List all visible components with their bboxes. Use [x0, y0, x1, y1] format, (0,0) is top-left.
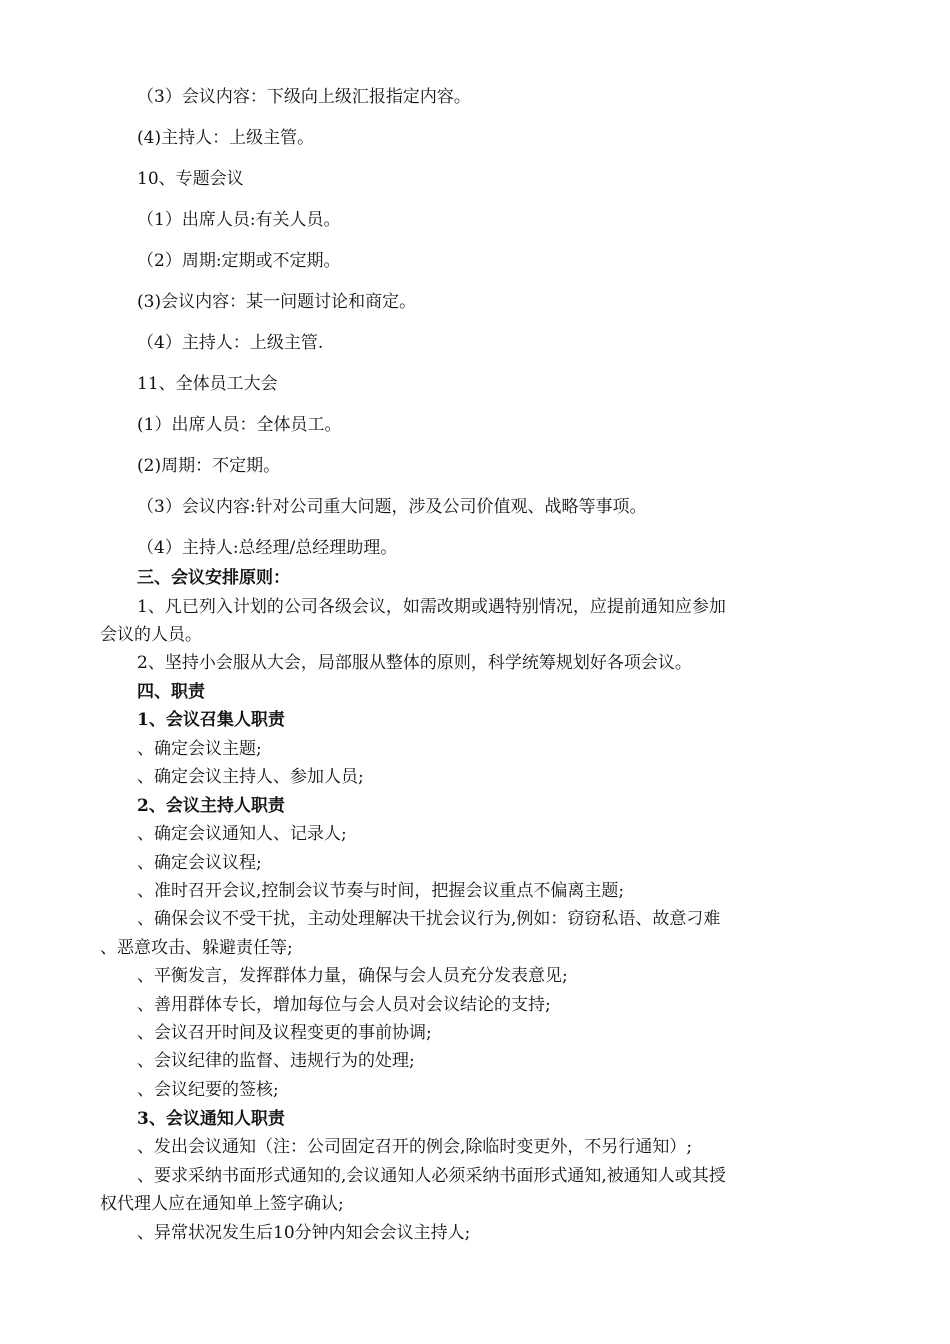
list-item: 、平衡发言，发挥群体力量，确保与会人员充分发表意见;	[137, 966, 568, 986]
subsection-title: 3、会议通知人职责	[137, 1109, 285, 1129]
text-line: 1、凡已列入计划的公司各级会议，如需改期或遇特别情况，应提前通知应参加	[137, 597, 726, 617]
section-heading: 11、全体员工大会	[137, 374, 278, 394]
text-line: (1）出席人员：全体员工。	[137, 415, 342, 435]
list-item: 、异常状况发生后10分钟内知会会议主持人;	[137, 1223, 471, 1243]
list-item: 、准时召开会议,控制会议节奏与时间，把握会议重点不偏离主题;	[137, 881, 625, 901]
text-line: （2）周期:定期或不定期。	[137, 251, 341, 271]
subsection-title: 2、会议主持人职责	[137, 796, 285, 816]
section-title-duties: 四、职责	[137, 682, 205, 702]
text-line: (3)会议内容：某一问题讨论和商定。	[137, 292, 417, 312]
text-line: （3）会议内容：下级向上级汇报指定内容。	[137, 87, 471, 107]
list-item: 、确保会议不受干扰，主动处理解决干扰会议行为,例如：窃窃私语、故意刁难	[137, 909, 721, 929]
section-title-arrangement: 三、会议安排原则：	[137, 568, 290, 588]
list-item: 、确定会议议程;	[137, 853, 262, 873]
list-item: 、会议纪要的签核;	[137, 1080, 279, 1100]
text-line: (2)周期：不定期。	[137, 456, 281, 476]
list-item: 、要求采纳书面形式通知的,会议通知人必须采纳书面形式通知,被通知人或其授	[137, 1166, 726, 1186]
subsection-title: 1、会议召集人职责	[137, 710, 285, 730]
list-item: 、善用群体专长，增加每位与会人员对会议结论的支持;	[137, 995, 551, 1015]
text-line: 2、坚持小会服从大会，局部服从整体的原则，科学统筹规划好各项会议。	[137, 653, 692, 673]
text-line: （1）出席人员:有关人员。	[137, 210, 341, 230]
list-item-continuation: 权代理人应在通知单上签字确认;	[100, 1194, 344, 1214]
text-line: （4）主持人:总经理/总经理助理。	[137, 538, 398, 558]
list-item: 、确定会议主持人、参加人员;	[137, 767, 364, 787]
text-line: （4）主持人：上级主管.	[137, 333, 324, 353]
list-item: 、确定会议主题;	[137, 739, 262, 759]
text-line: (4)主持人：上级主管。	[137, 128, 315, 148]
text-line: （3）会议内容:针对公司重大问题，涉及公司价值观、战略等事项。	[137, 497, 647, 517]
list-item: 、发出会议通知（注：公司固定召开的例会,除临时变更外，不另行通知）;	[137, 1137, 693, 1157]
section-heading: 10、专题会议	[137, 169, 244, 189]
text-line: 会议的人员。	[100, 625, 202, 645]
list-item: 、会议纪律的监督、违规行为的处理;	[137, 1051, 415, 1071]
list-item-continuation: 、恶意攻击、躲避责任等;	[100, 938, 293, 958]
list-item: 、确定会议通知人、记录人;	[137, 824, 347, 844]
list-item: 、会议召开时间及议程变更的事前协调;	[137, 1023, 432, 1043]
